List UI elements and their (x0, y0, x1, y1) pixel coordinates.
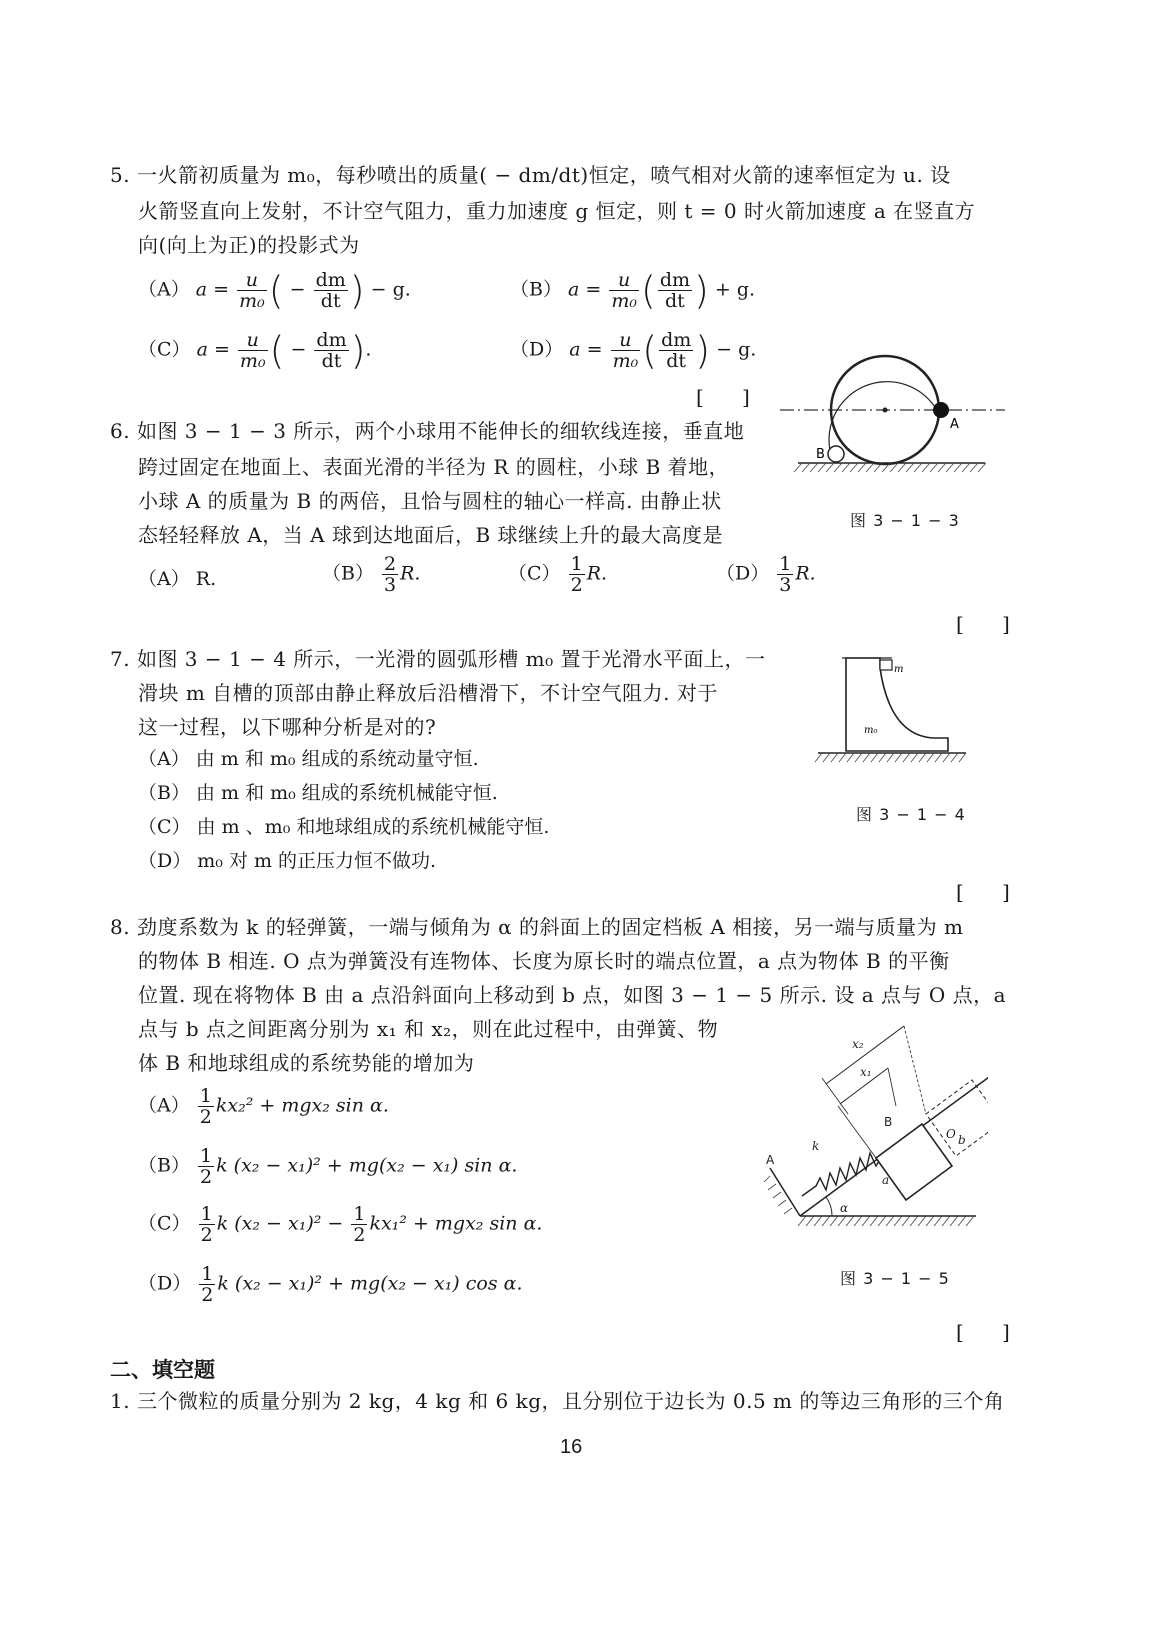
q6-option-b (322, 554, 420, 595)
option-label: （D） (510, 338, 564, 361)
option-label: （B） (510, 278, 562, 301)
frac-numerator: dm (316, 329, 347, 351)
frac-denominator: 2 (200, 1166, 213, 1188)
q5-option-a: （A） a = $\frac{u}{\text{m₀}}$ ( − $\frac{dm}{dt}$ ) − g. (138, 268, 411, 313)
frac-denominator: dt (658, 290, 692, 311)
label-a: A (766, 1153, 775, 1167)
q8-line5: 体 B 和地球组成的系统势能的增加为 (138, 1051, 475, 1075)
frac-numerator: 1 (570, 553, 583, 575)
option-tail: + g. (714, 278, 756, 301)
frac-denominator: m₀ (611, 290, 637, 312)
q8-option-c (138, 1204, 542, 1245)
label-m: m (894, 664, 904, 675)
option-tail: kx₁² + mgx₂ sin α. (369, 1212, 543, 1235)
label-alpha: α (840, 1201, 849, 1215)
figure-3-1-5-caption: 图 3 − 1 − 5 (840, 1269, 950, 1288)
option-label: （C） (508, 562, 561, 585)
option-tail: R. (795, 562, 816, 585)
q5-option-b: （B） a = $\frac{u}{\text{m₀}}$ ( $\frac{dm}{dt}$ ) + g. (510, 268, 756, 313)
q8-line1: 8. 劲度系数为 k 的轻弹簧，一端与倾角为 α 的斜面上的固定档板 A 相接，另一端与质量为 m (110, 915, 964, 939)
q8-option-d (138, 1264, 522, 1305)
q5-line2: 火箭竖直向上发射，不计空气阻力，重力加速度 g 恒定，则 t = 0 时火箭加速度 a 在竖直方 (138, 199, 976, 223)
q8-option-b (138, 1146, 517, 1187)
frac-denominator: 2 (570, 574, 583, 596)
figure-3-1-4 (810, 648, 970, 778)
q5-option-c: （C） a = $\frac{u}{\text{m₀}}$ ( − $\frac{dm}{dt}$ ). (138, 328, 372, 373)
label-k: k (812, 1139, 820, 1153)
q7-line3: 这一过程，以下哪种分析是对的? (138, 715, 437, 739)
label-a-point: a (882, 1173, 890, 1187)
frac-numerator: 1 (201, 1263, 214, 1285)
option-tail: − g. (716, 338, 757, 361)
frac-denominator: m₀ (239, 290, 265, 312)
frac-numerator: u (619, 329, 632, 351)
frac-denominator: dt (314, 350, 348, 371)
frac-numerator: 1 (200, 1145, 213, 1167)
frac-denominator: 2 (353, 1224, 366, 1246)
q8-line2: 的物体 B 相连. O 点为弹簧没有连物体、长度为原长时的端点位置，a 点为物体 B 的平衡 (138, 949, 950, 973)
frac-numerator: u (245, 269, 259, 291)
q7-option-d: （D） m₀ 对 m 的正压力恒不做功. (138, 850, 437, 872)
q6-line3: 小球 A 的质量为 B 的两倍，且恰与圆柱的轴心一样高. 由静止状 (138, 489, 722, 513)
option-label: （C） (138, 1212, 191, 1235)
option-tail: . (365, 338, 372, 361)
q6-line1: 6. 如图 3 − 1 − 3 所示，两个小球用不能伸长的细软线连接，垂直地 (110, 419, 745, 443)
frac-denominator: 3 (384, 574, 397, 596)
option-tail: R. (586, 562, 608, 585)
option-label: （B） (322, 562, 374, 585)
figure-3-1-3 (780, 350, 1010, 480)
frac-numerator: dm (315, 269, 346, 291)
q8-option-a (138, 1086, 389, 1127)
frac-numerator: 1 (200, 1203, 213, 1225)
q7-option-c: （C） 由 m 、m₀ 和地球组成的系统机械能守恒. (138, 816, 550, 838)
option-label: （D） (716, 562, 770, 585)
q5-line1: 5. 一火箭初质量为 m₀，每秒喷出的质量( − dm/dt)恒定，喷气相对火箭的速率恒定为 u. 设 (110, 163, 951, 187)
frac-numerator: 1 (199, 1085, 212, 1107)
q8-line3: 位置. 现在将物体 B 由 a 点沿斜面向上移动到 b 点，如图 3 − 1 − 5 所示. 设 a 点与 O 点，a (138, 983, 1007, 1007)
option-tail: R. (400, 562, 421, 585)
option-tail: − g. (370, 278, 411, 301)
q8-line4: 点与 b 点之间距离分别为 x₁ 和 x₂，则在此过程中，由弹簧、物 (138, 1017, 719, 1041)
figure-3-1-4-caption: 图 3 − 1 − 4 (856, 805, 966, 824)
frac-denominator: 2 (200, 1224, 213, 1246)
q6-answer-bracket[interactable]: [ ] (956, 612, 1010, 636)
page-number: 16 (560, 1436, 583, 1458)
q6-line2: 跨过固定在地面上、表面光滑的半径为 R 的圆柱，小球 B 着地， (138, 455, 730, 479)
frac-numerator: 2 (384, 553, 397, 575)
option-label: （B） (138, 1154, 190, 1177)
q5-option-d: （D） a = $\frac{u}{\text{m₀}}$ ( $\frac{dm}{dt}$ ) − g. (510, 328, 757, 373)
q5-line3: 向(向上为正)的投影式为 (138, 233, 360, 257)
option-tail: k (x₂ − x₁)² + mg(x₂ − x₁) cos α. (217, 1272, 523, 1295)
section-title: 二、填空题 (110, 1358, 215, 1382)
minus-sign: − (290, 338, 307, 361)
frac-denominator: m₀ (239, 350, 266, 372)
q5-answer-bracket[interactable]: [ ] (696, 385, 750, 409)
frac-denominator: 2 (201, 1284, 214, 1306)
frac-denominator: 3 (779, 574, 792, 596)
option-label: （A） (138, 1094, 190, 1117)
q7-line2: 滑块 m 自槽的顶部由静止释放后沿槽滑下，不计空气阻力. 对于 (138, 681, 718, 705)
option-tail: kx₂² + mgx₂ sin α. (215, 1094, 389, 1117)
figure-3-1-5 (756, 1018, 988, 1240)
option-label: （D） (138, 1272, 192, 1295)
label-m0: m₀ (864, 725, 878, 736)
frac-numerator: 1 (353, 1203, 366, 1225)
q7-line1: 7. 如图 3 − 1 − 4 所示，一光滑的圆弧形槽 m₀ 置于光滑水平面上，一 (110, 647, 766, 671)
q8-answer-bracket[interactable]: [ ] (956, 1320, 1010, 1344)
option-mid: k (x₂ − x₁)² − (216, 1212, 344, 1235)
frac-numerator: dm (659, 269, 690, 291)
label-b-point: b (958, 1133, 966, 1147)
minus-sign: − (289, 278, 306, 301)
frac-numerator: u (246, 329, 259, 351)
option-label: （A） (138, 278, 190, 301)
frac-denominator: m₀ (612, 350, 639, 372)
figure-3-1-3-caption: 图 3 − 1 − 3 (850, 511, 960, 530)
frac-numerator: 1 (779, 553, 792, 575)
frac-denominator: dt (314, 290, 348, 311)
frac-denominator: 2 (199, 1106, 212, 1128)
q7-option-b: （B） 由 m 和 m₀ 组成的系统机械能守恒. (138, 782, 498, 804)
fill-q1-line1: 1. 三个微粒的质量分别为 2 kg，4 kg 和 6 kg，且分别位于边长为 0.5 m 的等边三角形的三个角 (110, 1389, 1005, 1413)
label-o: O (946, 1127, 956, 1141)
label-b: B (816, 447, 825, 462)
label-x1: x₁ (860, 1065, 872, 1079)
q7-answer-bracket[interactable]: [ ] (956, 880, 1010, 904)
frac-numerator: u (618, 269, 631, 291)
q6-option-c (508, 554, 607, 595)
label-a: A (950, 417, 959, 432)
option-tail: k (x₂ − x₁)² + mg(x₂ − x₁) sin α. (216, 1154, 518, 1177)
label-b: B (884, 1115, 893, 1129)
frac-numerator: dm (661, 329, 692, 351)
q6-option-d (716, 554, 816, 595)
q6-line4: 态轻轻释放 A，当 A 球到达地面后，B 球继续上升的最大高度是 (138, 523, 724, 547)
label-x2: x₂ (852, 1037, 864, 1051)
option-label: （C） (138, 338, 191, 361)
q7-option-a: （A） 由 m 和 m₀ 组成的系统动量守恒. (138, 748, 479, 770)
q6-option-a: （A） R. (138, 568, 217, 590)
frac-denominator: dt (659, 350, 693, 371)
